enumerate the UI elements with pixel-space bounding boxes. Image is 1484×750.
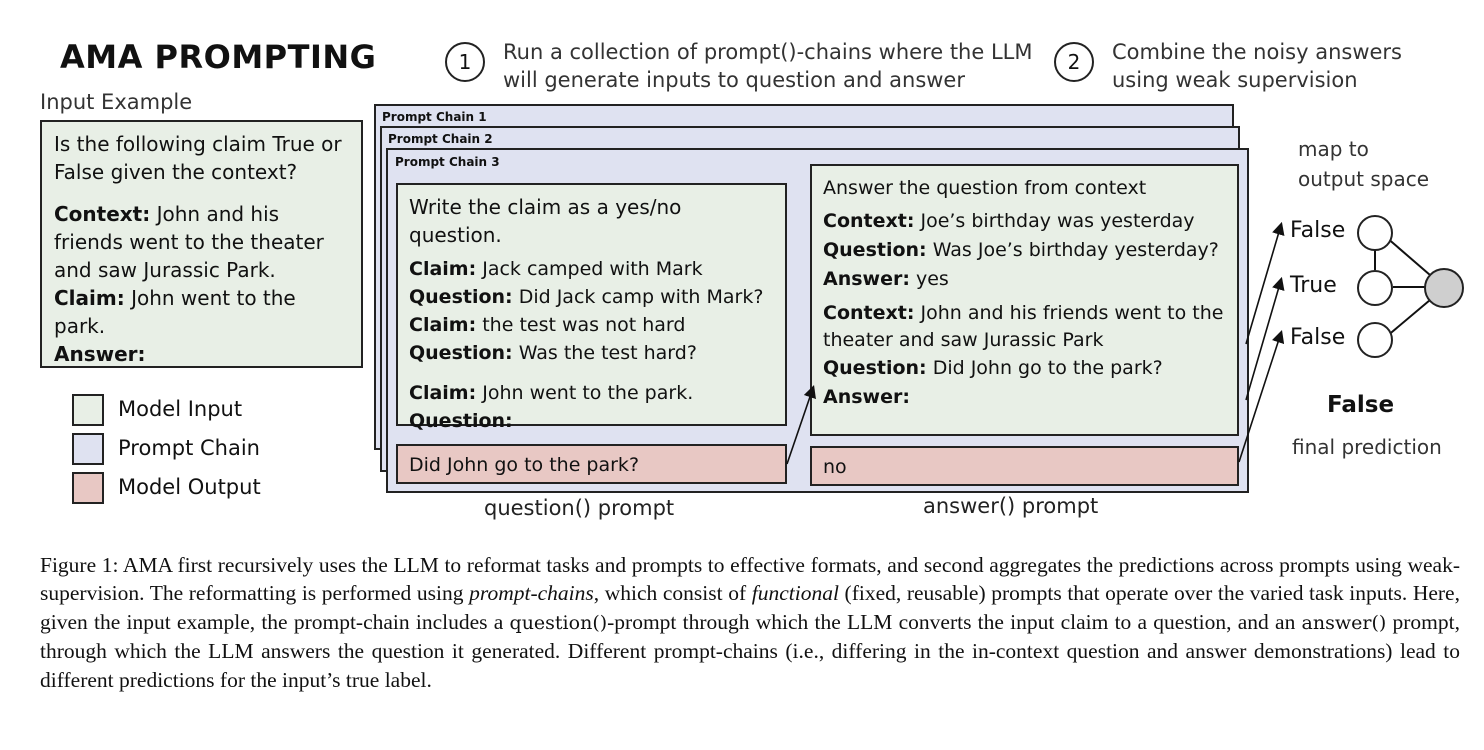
question-prompt-label: question() prompt <box>484 496 675 520</box>
input-example-label: Input Example <box>40 90 193 114</box>
ap-ex2-answer: Answer: <box>823 386 910 408</box>
prompt-chain-3-label: Prompt Chain 3 <box>395 155 500 169</box>
qp-ex1-question: Question: Did Jack camp with Mark? <box>409 286 764 308</box>
step-1-text: Run a collection of prompt()-chains where the LLM will generate inputs to question and answer <box>503 40 1033 92</box>
output-node-3 <box>1357 322 1393 358</box>
prompt-chain-2-label: Prompt Chain 2 <box>388 132 493 146</box>
legend-label-model-output: Model Output <box>118 475 261 499</box>
legend-label-prompt-chain: Prompt Chain <box>118 436 260 460</box>
ap-ex1-question: Question: Was Joe’s birthday yesterday? <box>823 239 1219 261</box>
input-instruction: Is the following claim True or False given the context? <box>54 132 342 184</box>
step-2-badge: 2 <box>1054 42 1094 82</box>
question-prompt-instruction: Write the claim as a yes/no question. <box>409 195 682 247</box>
edge-n3-out <box>1386 300 1430 337</box>
answer-prompt-label: answer() prompt <box>923 494 1099 518</box>
ap-ex1-answer: Answer: yes <box>823 268 949 290</box>
qp-ex3-question: Question: <box>409 410 513 432</box>
qp-ex2-question: Question: Was the test hard? <box>409 342 697 364</box>
output-label-1: False <box>1290 218 1346 243</box>
ap-ex1-context: Context: Joe’s birthday was yesterday <box>823 210 1195 232</box>
step-1-badge: 1 <box>445 42 485 82</box>
qp-ex1-claim: Claim: Jack camped with Mark <box>409 258 703 280</box>
step-2-text: Combine the noisy answers using weak supervision <box>1112 40 1403 92</box>
aggregate-node <box>1424 268 1464 308</box>
output-label-2: True <box>1290 273 1337 298</box>
answer-output-box: no <box>810 446 1239 486</box>
question-output-box: Did John go to the park? <box>396 444 787 484</box>
input-context: Context: John and his friends went to the theater and saw Jurassic Park. <box>54 202 324 282</box>
question-to-answer-arrow <box>787 388 813 464</box>
figure-caption: Figure 1: AMA first recursively uses the LLM to reformat tasks and prompts to effective formats, and second aggregates the predictions across prompts using weak-supervision. The reformatting is performed using prompt-chains, which consist of functional (fixed, reusable) prompts that operate over the varied task inputs. Here, given the input example, the prompt-chain includes a question()-prompt through which the LLM converts the input claim to a question, and an answer() prompt, through which the LLM answers the question it generated. Different prompt-chains (i.e., differing in the in-context question and answer demonstrations) lead to different predictions for the input’s true label. <box>40 553 1460 692</box>
chain1-to-output-arrow <box>1246 225 1281 344</box>
output-node-2 <box>1357 270 1393 306</box>
output-node-1 <box>1357 215 1393 251</box>
qp-ex3-claim: Claim: John went to the park. <box>409 382 694 404</box>
answer-prompt-instruction: Answer the question from context <box>823 177 1147 199</box>
final-prediction-value: False <box>1327 392 1395 418</box>
edge-n1-out <box>1386 237 1430 275</box>
qp-ex2-claim: Claim: the test was not hard <box>409 314 686 336</box>
chain2-to-output-arrow <box>1246 280 1281 400</box>
figure-title: AMA PROMPTING <box>60 38 377 76</box>
map-to-output-label: map to output space <box>1298 137 1429 191</box>
final-prediction-label: final prediction <box>1292 435 1442 459</box>
prompt-chain-1-label: Prompt Chain 1 <box>382 110 487 124</box>
input-claim: Claim: John went to the park. <box>54 286 296 338</box>
ap-ex2-question: Question: Did John go to the park? <box>823 357 1163 379</box>
legend-label-model-input: Model Input <box>118 397 243 421</box>
input-answer: Answer: <box>54 342 146 366</box>
ap-ex2-context: Context: John and his friends went to the theater and saw Jurassic Park <box>823 302 1224 351</box>
output-label-3: False <box>1290 325 1346 350</box>
